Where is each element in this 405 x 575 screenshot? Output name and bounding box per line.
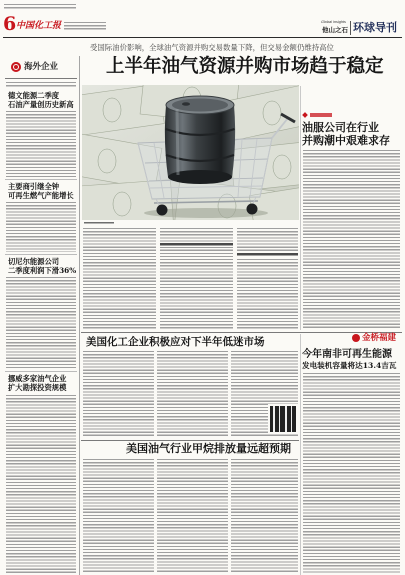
methane-story-body-col2	[157, 459, 228, 573]
circle-emblem-icon	[11, 62, 21, 72]
sidebar-separator	[5, 254, 77, 255]
chemical-story-body-col1	[83, 351, 154, 438]
section-rule	[81, 332, 402, 333]
sidebar-article-headline	[8, 374, 66, 392]
right-column-divider	[300, 334, 301, 575]
lead-subtitle: 受国际油价影响，全球油气资源并购交易数量下降，但交易金额仍维持高位	[90, 43, 334, 52]
sidebar-separator	[5, 179, 77, 180]
feature-label	[310, 113, 332, 117]
section-rule	[81, 440, 299, 441]
editor-info-text	[64, 22, 106, 31]
methane-story-body-col3	[231, 459, 298, 573]
feature-body	[303, 150, 400, 330]
red-emblem-icon	[352, 334, 360, 342]
headline-line: 扩大勘探投资规模	[8, 383, 67, 392]
sidebar-column-logo: 海外企业	[24, 62, 59, 72]
sidebar-article-headline	[8, 91, 74, 109]
methane-story-headline: 美国油气行业甲烷排放量远超预期	[126, 442, 291, 455]
headline-line: 德文能源二季度	[8, 91, 60, 100]
headline-line: 发电装机容量将达13.4吉瓦	[302, 360, 397, 370]
cart-wheel	[157, 205, 168, 216]
chemical-story-body-col2	[157, 351, 228, 438]
sidebar-separator	[5, 371, 77, 372]
qr-code-icon	[268, 404, 298, 434]
oil-barrel	[165, 96, 235, 184]
sidebar-article-headline	[8, 182, 74, 200]
sidebar-intro-text	[6, 82, 76, 88]
lead-story-body-col3	[237, 228, 298, 329]
badge-logo: 金桥福建	[362, 333, 397, 343]
qr-pattern	[270, 406, 296, 432]
lead-story-subhead	[160, 242, 233, 247]
dateline-text	[4, 4, 76, 10]
section-title: 环球导刊	[353, 21, 397, 34]
header-divider	[350, 21, 351, 35]
headline-line: 可再生燃气产能增长	[8, 191, 74, 200]
headline-line: 切尼尔能源公司	[8, 257, 60, 266]
diamond-icon	[302, 112, 308, 118]
lead-photo	[82, 85, 299, 220]
headline-line: 石油产量创历史新高	[8, 100, 74, 109]
sidebar-divider	[79, 56, 80, 575]
header-rule	[3, 37, 402, 38]
methane-story-body-col1	[83, 459, 154, 573]
headline-line: 挪威多家油气企业	[8, 374, 67, 383]
masthead-logo: 中国化工报	[16, 21, 62, 31]
headline-line: 油服公司在行业	[302, 121, 379, 134]
sidebar-article-body	[6, 202, 76, 252]
headline-line: 主要商引继全钟	[8, 182, 60, 191]
chemical-story-headline: 美国化工企业积极应对下半年低迷市场	[86, 336, 265, 348]
section-english-label: Global insights	[321, 20, 346, 24]
page-number: 6	[3, 13, 17, 35]
feature-divider	[300, 86, 301, 330]
photo-caption	[84, 222, 114, 225]
headline-line: 今年南非可再生能源	[302, 349, 392, 360]
lead-story-subhead	[237, 252, 298, 257]
lead-story-body-col1	[83, 228, 156, 329]
sidebar-article-headline	[8, 257, 76, 275]
feature-headline	[302, 121, 390, 147]
sidebar-article-body	[6, 277, 76, 369]
south-africa-body	[303, 373, 400, 573]
section-column-name: 他山之石	[322, 26, 348, 34]
headline-line: 二季度利润下滑36%	[8, 266, 77, 275]
headline-line: 并购潮中艰难求存	[302, 134, 390, 147]
south-africa-headline	[302, 349, 396, 371]
sidebar-article-body	[6, 395, 76, 573]
sidebar-article-body	[6, 111, 76, 177]
lead-headline: 上半年油气资源并购市场趋于稳定	[106, 56, 384, 77]
cart-wheel	[247, 204, 258, 215]
sidebar-logo-rule	[5, 78, 77, 79]
